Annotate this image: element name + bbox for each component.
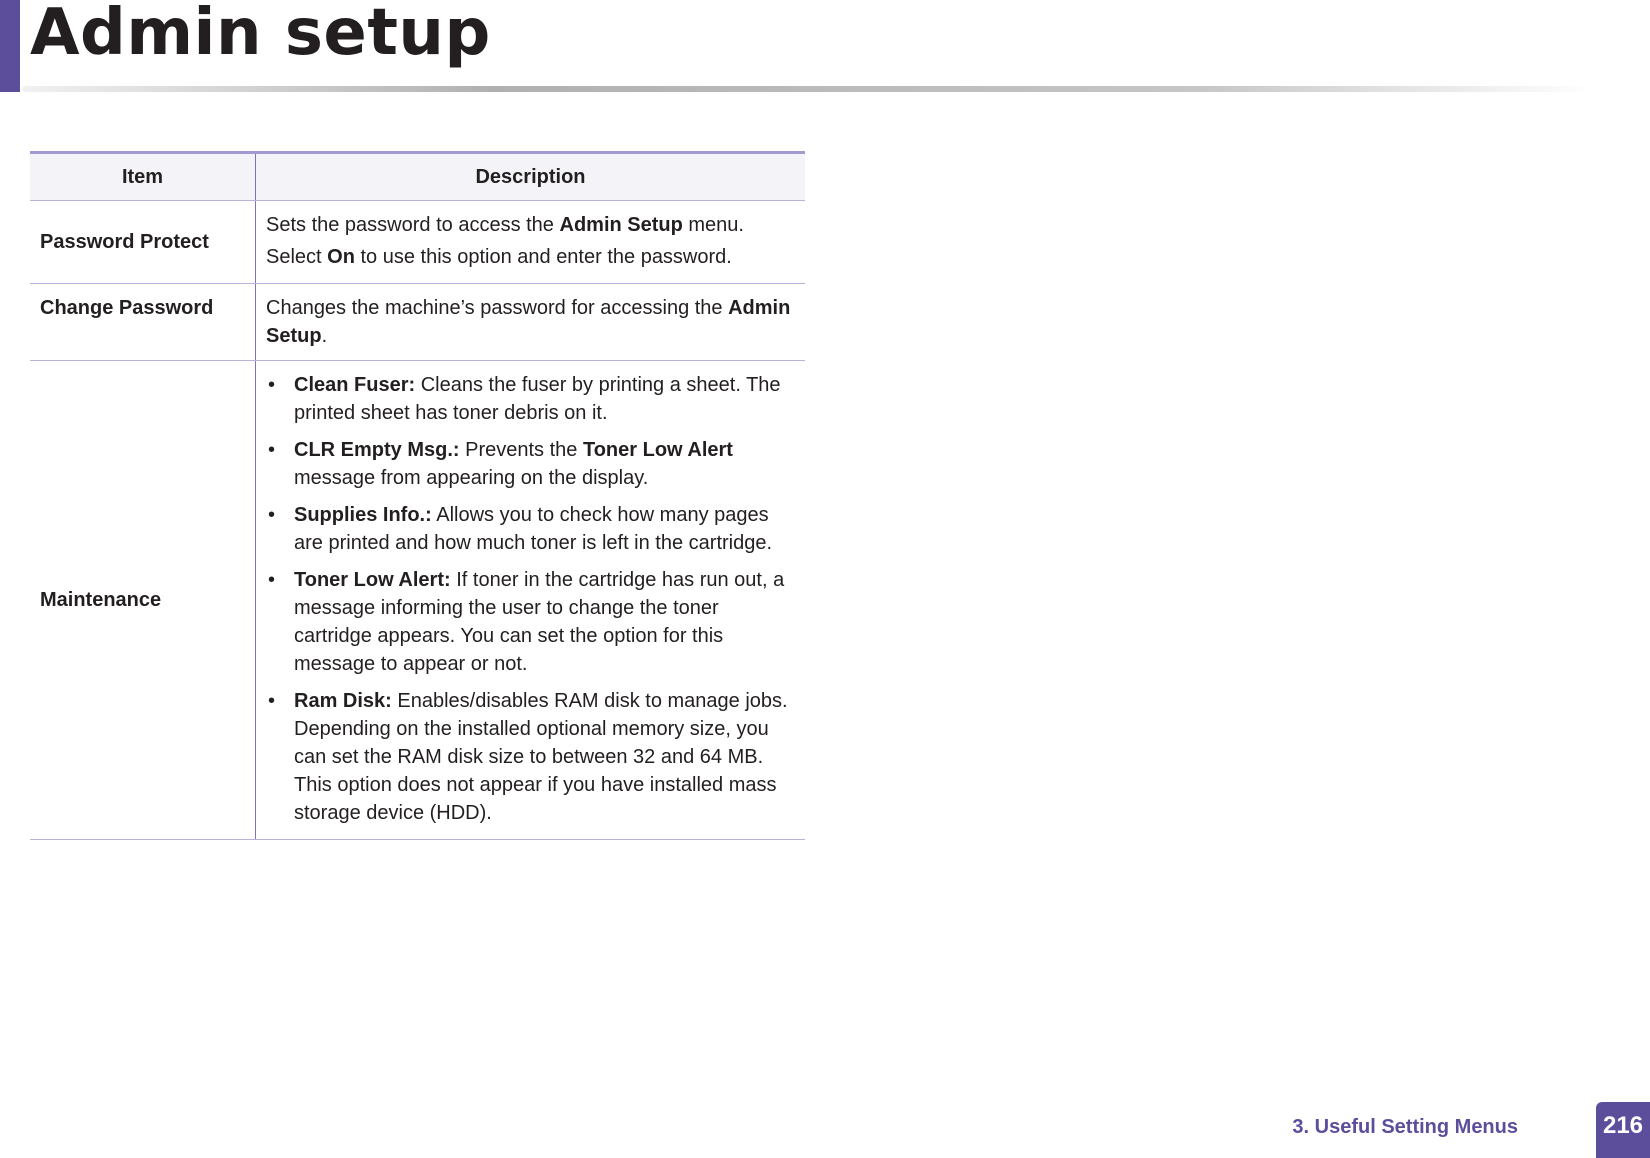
table-row — [30, 361, 805, 840]
list-item — [266, 687, 795, 827]
footer-chapter-link[interactable]: 3. Useful Setting Menus — [1292, 1116, 1518, 1138]
row-desc-password-protect — [256, 201, 806, 284]
option-label: CLR Empty Msg.: — [294, 439, 460, 461]
desc-bold: Admin Setup — [266, 297, 791, 347]
header-description: Description — [256, 153, 806, 201]
option-text: Cleans the fuser by printing a sheet. The printed sheet has toner debris on it. — [294, 374, 781, 424]
desc-text: Sets the password to access the — [266, 214, 560, 236]
desc-bold: Admin Setup — [559, 214, 683, 236]
row-item-maintenance: Maintenance — [30, 361, 256, 840]
table-header-row — [30, 153, 805, 201]
desc-bold: On — [327, 246, 355, 268]
title-divider — [22, 86, 1592, 92]
list-item — [266, 501, 795, 557]
list-item — [266, 566, 795, 678]
bullet-icon: • — [268, 504, 276, 526]
page-title: Admin setup — [30, 0, 491, 70]
title-accent-bar — [0, 0, 20, 92]
row-item-change-password: Change Password — [30, 284, 256, 361]
option-label: Clean Fuser: — [294, 374, 416, 396]
option-text: Enables/disables RAM disk to manage jobs. Depending on the installed optional memory size, you can set the RAM disk size to between 32 and 64 MB. This option does not appear if you have installed mass storage device (HDD). — [294, 690, 788, 824]
header-item: Item — [30, 153, 256, 201]
maintenance-option-list — [266, 371, 795, 827]
list-item — [266, 371, 795, 427]
bullet-icon: • — [268, 439, 276, 461]
option-text: message from appearing on the display. — [294, 467, 649, 489]
table-row — [30, 201, 805, 284]
option-label: Supplies Info.: — [294, 504, 432, 526]
option-label: Ram Disk: — [294, 690, 392, 712]
desc-text: to use this option and enter the password. — [354, 246, 732, 268]
desc-text: . — [321, 325, 328, 347]
option-label: Toner Low Alert: — [294, 569, 451, 591]
bullet-icon: • — [268, 569, 276, 591]
row-desc-maintenance — [256, 361, 806, 840]
row-desc-change-password — [256, 284, 806, 361]
bullet-icon: • — [268, 374, 276, 396]
option-text: Allows you to check how many pages are printed and how much toner is left in the cartridge. — [294, 504, 773, 554]
page-number-badge: 216 — [1596, 1102, 1650, 1158]
row-item-password-protect: Password Protect — [30, 201, 256, 284]
admin-setup-table — [30, 151, 805, 840]
option-bold: Toner Low Alert — [582, 439, 733, 461]
list-item — [266, 436, 795, 492]
option-text: Prevents the — [459, 439, 583, 461]
bullet-icon: • — [268, 690, 276, 712]
desc-text: Changes the machine’s password for accessing the — [266, 297, 729, 319]
desc-text: menu. Select — [266, 214, 744, 268]
option-text: If toner in the cartridge has run out, a message informing the user to change the toner cartridge appears. You can set the option for this message to appear or not. — [294, 569, 785, 675]
table-row — [30, 284, 805, 361]
